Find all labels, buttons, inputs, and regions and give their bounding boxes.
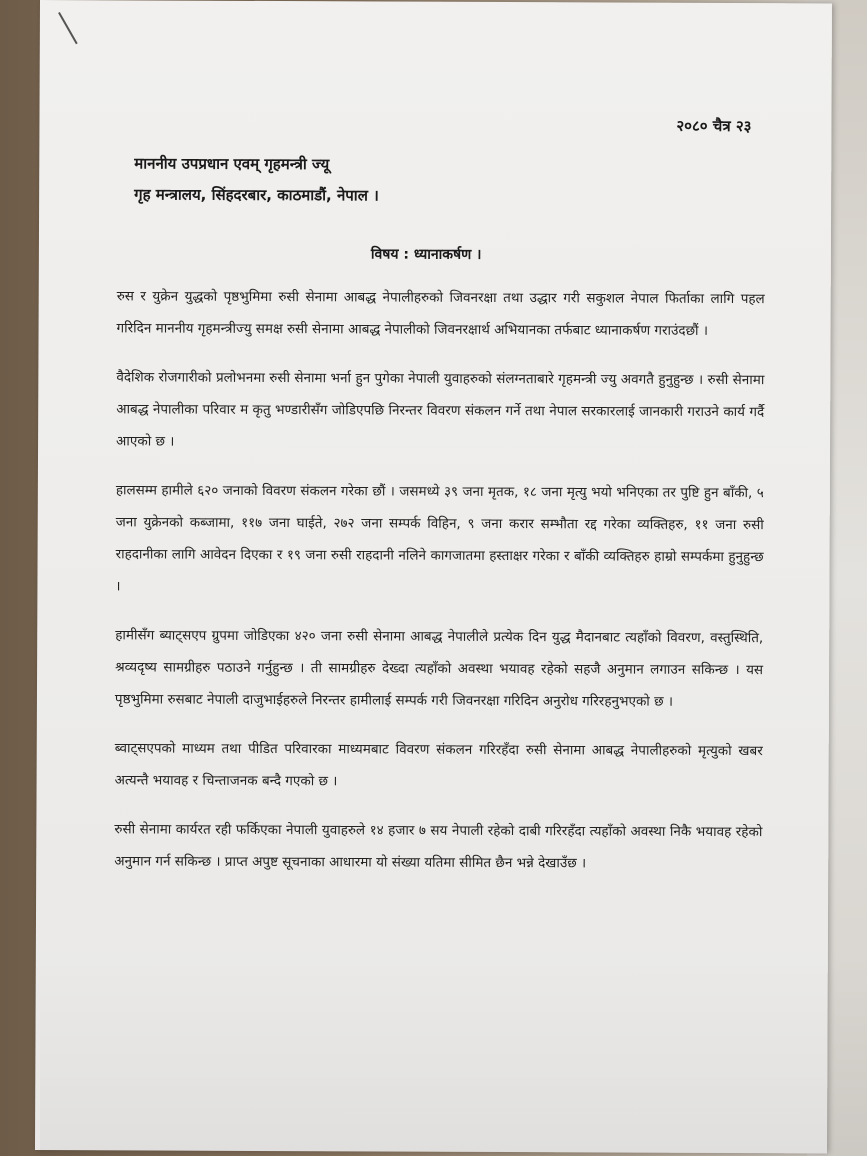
paragraph: हालसम्म हामीले ६२० जनाको विवरण संकलन गरेका छौं । जसमध्ये ३९ जना मृतक, १८ जना मृत्यु भयो भनिएका तर पुष्टि हुन बाँकी, ५ जना युक्रेनको कब्जामा, ११७ जना घाईते, २७२ जना सम्पर्क विहिन, ९ जना करार सम्भौता रद्द गरेका व्यक्तिहरु, ११ जना रुसी राहदानीका लागि आवेदन दिएका र १९ जना रुसी राहदानी नलिने कागजातमा हस्ताक्षर गरेका र बाँकी व्यक्तिहरु हाम्रो सम्पर्कमा हुनुहुन्छ । <box>115 482 764 595</box>
letter-page <box>35 0 832 1153</box>
recipient-address <box>134 148 379 211</box>
letter-subject: विषय : ध्यानाकर्षण । <box>370 246 482 263</box>
recipient-office: गृह मन्त्रालय, सिंहदरबार, काठमाडौं, नेपाल । <box>134 185 379 205</box>
pen-mark <box>58 12 78 44</box>
recipient-name: माननीय उपप्रधान एवम् गृहमन्त्री ज्यू <box>134 154 330 174</box>
paragraph: ब्वाट्सएपको माध्यम तथा पीडित परिवारका माध्यमबाट विवरण संकलन गरिरहँदा रुसी सेनामा आबद्ध नेपालीहरुको मृत्युको खबर अत्यन्तै भयावह र चिन्ताजनक बन्दै गएको छ । <box>114 740 763 790</box>
letter-body <box>114 280 765 897</box>
paragraph: हामीसँग ब्याट्सएप ग्रुपमा जोडिएका ४२० जना रुसी सेनामा आबद्ध नेपालीले प्रत्येक दिन युद्ध मैदानबाट त्यहाँको विवरण, वस्तुस्थिति, श्रव्यदृष्य सामग्रीहरु पठाउने गर्नुहुन्छ । ती सामग्रीहरु देख्दा त्यहाँको अवस्था भयावह रहेको सहजै अनुमान लगाउन सकिन्छ । यस पृष्ठभुमिमा रुसबाट नेपाली दाजुभाईहरुले निरन्तर हामीलाई सम्पर्क गरी जिवनरक्षा गरिदिन अनुरोध गरिरहनुभएको छ । <box>114 627 764 710</box>
paragraph: रुसी सेनामा कार्यरत रही फर्किएका नेपाली युवाहरुले १४ हजार ७ सय नेपाली रहेको दाबी गरिरहँदा त्यहाँको अवस्था निकै भयावह रहेको अनुमान गर्न सकिन्छ । प्राप्त अपुष्ट सूचनाका आधारमा यो संख्या यतिमा सीमित छैन भन्ने देखाउँछ । <box>114 821 763 872</box>
letter-date: २०८० चैत्र २३ <box>676 116 752 136</box>
paragraph: वैदेशिक रोजगारीको प्रलोभनमा रुसी सेनामा भर्ना हुन पुगेका नेपाली युवाहरुको संलग्नताबारे गृहमन्त्री ज्यु अवगतै हुनुहुन्छ । रुसी सेनामा आबद्ध नेपालीका परिवार म कृतु भण्डारीसँग जोडिएपछि निरन्तर विवरण संकलन गर्ने तथा नेपाल सरकारलाई जानकारी गराउने कार्य गर्दै आएको छ । <box>116 369 765 450</box>
paragraph: रुस र युक्रेन युद्धको पृष्ठभुमिमा रुसी सेनामा आबद्ध नेपालीहरुको जिवनरक्षा तथा उद्धार गरी सकुशल नेपाल फिर्ताका लागि पहल गरिदिन माननीय गृहमन्त्रीज्यु समक्ष रुसी सेनामा आबद्ध नेपालीको जिवनरक्षार्थ अभियानका तर्फबाट ध्यानाकर्षण गराउंदछौं । <box>116 288 765 339</box>
